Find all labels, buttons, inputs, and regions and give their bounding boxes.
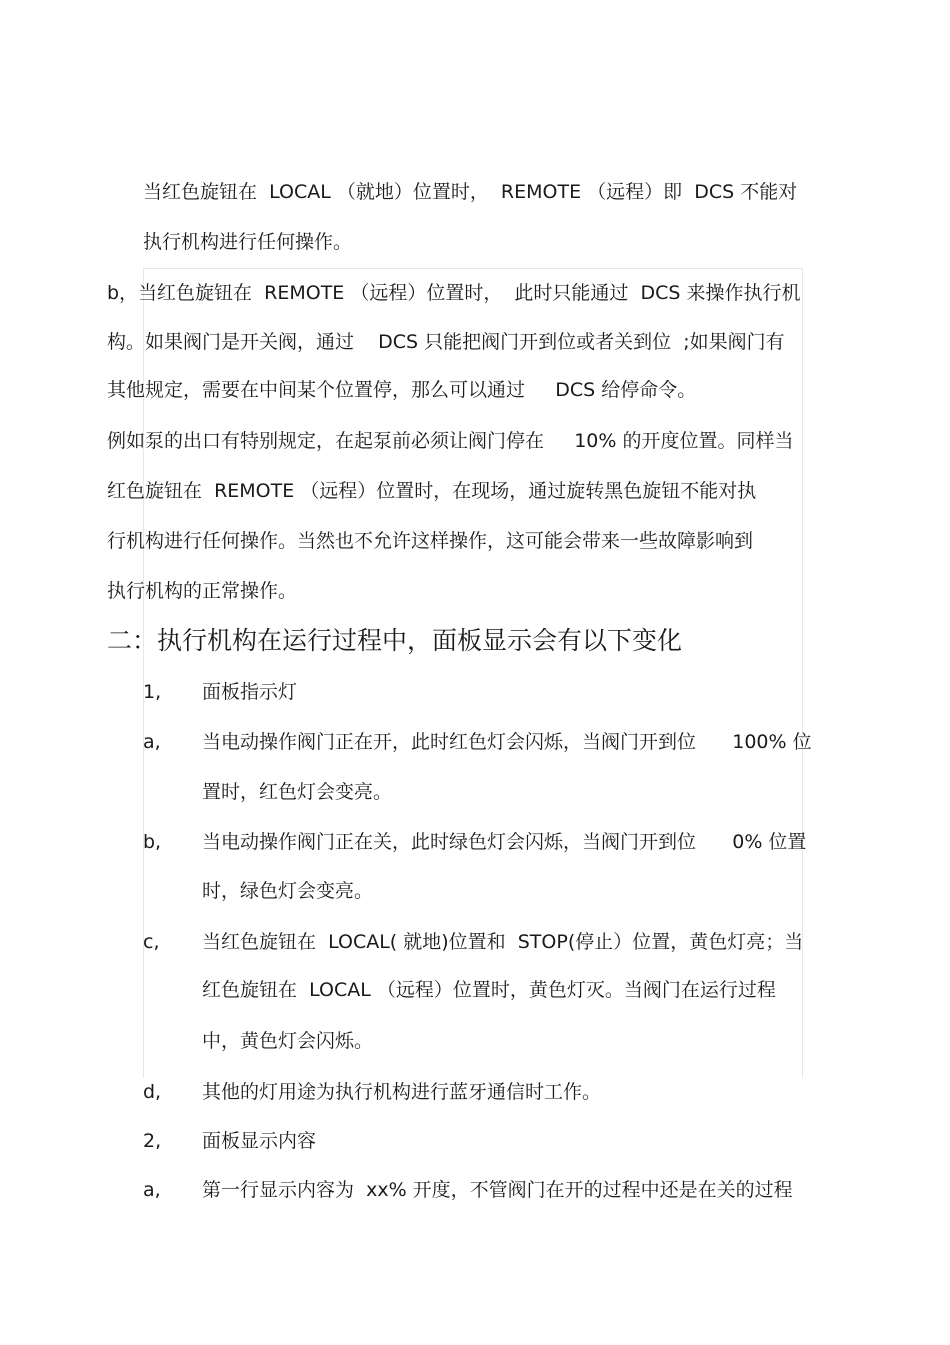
para-b-line-6: 行机构进行任何操作。当然也不允许这样操作，这可能会带来一些故障影响到 xyxy=(107,530,754,552)
section-2-heading: 二：执行机构在运行过程中，面板显示会有以下变化 xyxy=(107,626,683,655)
para-b-line-3: 其他规定，需要在中间某个位置停，那么可以通过 DCS 给停命令。 xyxy=(107,379,697,401)
item-1b-line-1: 当电动操作阀门正在关，此时绿色灯会闪烁，当阀门开到位 0% 位置 xyxy=(202,831,807,853)
item-1-number: 1, xyxy=(143,681,162,703)
para-b-line-4: 例如泵的出口有特别规定，在起泵前必须让阀门停在 10% 的开度位置。同样当 xyxy=(107,430,794,452)
item-1a-line-1: 当电动操作阀门正在开，此时红色灯会闪烁，当阀门开到位 100% 位 xyxy=(202,731,812,753)
intro-line-1: 当红色旋钮在 LOCAL （就地）位置时， REMOTE （远程）即 DCS 不能对 xyxy=(143,181,798,203)
para-b-line-2: 构。如果阀门是开关阀，通过 DCS 只能把阀门开到位或者关到位 ;如果阀门有 xyxy=(107,331,785,353)
item-1a-line-2: 置时，红色灯会变亮。 xyxy=(202,781,393,803)
item-2-title: 面板显示内容 xyxy=(202,1130,317,1152)
item-1c-line-1: 当红色旋钮在 LOCAL( 就地)位置和 STOP(停止）位置，黄色灯亮；当 xyxy=(202,931,804,953)
item-2a-number: a, xyxy=(143,1179,161,1201)
para-b-line-5: 红色旋钮在 REMOTE （远程）位置时，在现场，通过旋转黑色旋钮不能对执 xyxy=(107,480,757,502)
item-1b-line-2: 时，绿色灯会变亮。 xyxy=(202,880,374,902)
item-1a-number: a, xyxy=(143,731,161,753)
item-1d-number: d, xyxy=(143,1081,162,1103)
item-1d-line-1: 其他的灯用途为执行机构进行蓝牙通信时工作。 xyxy=(202,1081,602,1103)
item-1c-line-2: 红色旋钮在 LOCAL （远程）位置时，黄色灯灭。当阀门在运行过程 xyxy=(202,979,776,1001)
para-b-line-1: b，当红色旋钮在 REMOTE （远程）位置时， 此时只能通过 DCS 来操作执行机 xyxy=(107,282,801,304)
item-2a-line-1: 第一行显示内容为 xx% 开度，不管阀门在开的过程中还是在关的过程 xyxy=(202,1179,793,1201)
item-1c-line-3: 中，黄色灯会闪烁。 xyxy=(202,1030,374,1052)
item-1c-number: c, xyxy=(143,931,160,953)
item-1b-number: b, xyxy=(143,831,162,853)
para-b-line-7: 执行机构的正常操作。 xyxy=(107,580,298,602)
intro-line-2: 执行机构进行任何操作。 xyxy=(143,231,353,253)
item-2-number: 2, xyxy=(143,1130,162,1152)
item-1-title: 面板指示灯 xyxy=(202,681,298,703)
